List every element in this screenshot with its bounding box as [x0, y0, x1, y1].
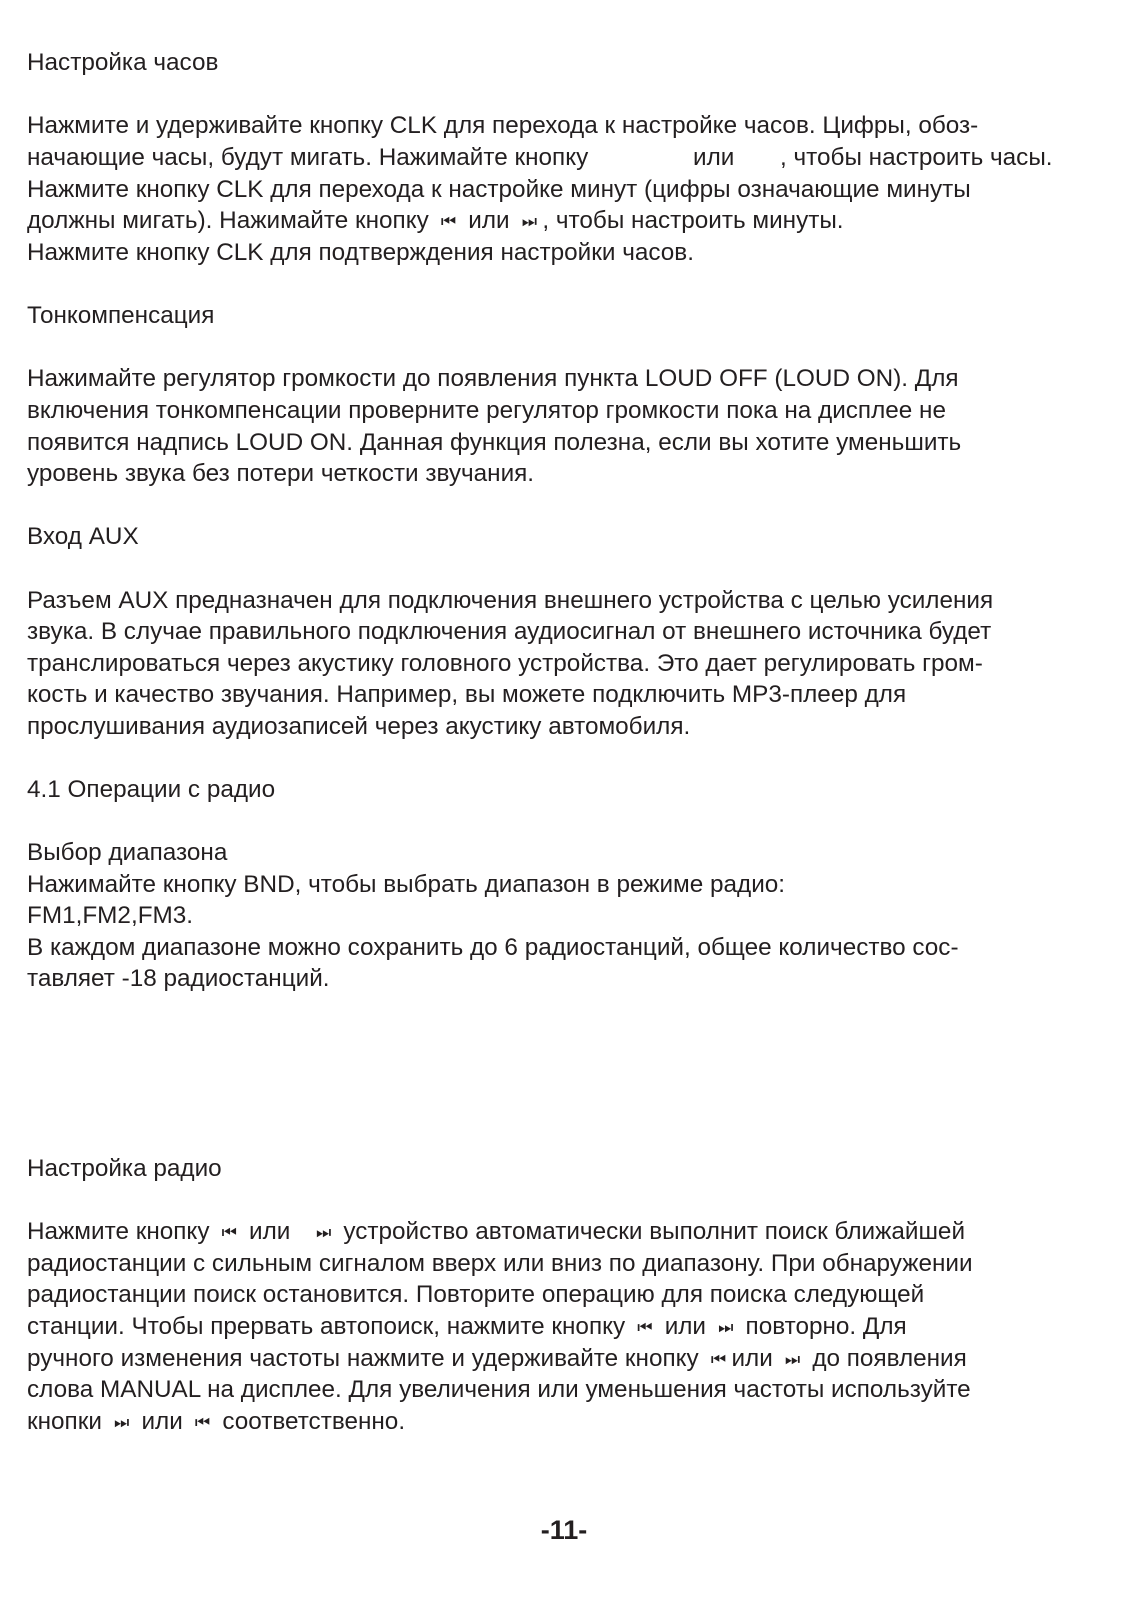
paragraph-line: Нажимайте регулятор громкости до появления пункта LOUD OFF (LOUD ON). Для [27, 365, 959, 392]
paragraph-line: радиостанции поиск остановится. Повторите операцию для поиска следующей [27, 1281, 925, 1308]
paragraph-line: радиостанции с сильным сигналом вверх или вниз по диапазону. При обнаружении [27, 1250, 973, 1277]
paragraph-line: уровень звука без потери четкости звучания. [27, 460, 535, 487]
paragraph-line: кнопки ⏭ или ⏮ соответственно. [27, 1406, 405, 1439]
section-title-clock: Настройка часов [27, 49, 219, 76]
paragraph-line: появится надпись LOUD ON. Данная функция полезна, если вы хотите уменьшить [27, 429, 962, 456]
section-title-radio-operations: 4.1 Операции с радио [27, 776, 276, 803]
next-track-icon: ⏭ [784, 1350, 801, 1369]
prev-track-icon: ⏮ [221, 1223, 237, 1242]
prev-track-icon: ⏮ [194, 1413, 211, 1432]
paragraph-line: Нажмите кнопку CLK для подтверждения настройки часов. [27, 239, 694, 266]
next-track-icon: ⏭ [114, 1413, 130, 1432]
next-track-icon: ⏭ [718, 1318, 734, 1337]
paragraph-line: звука. В случае правильного подключения аудиосигнал от внешнего источника будет [27, 618, 992, 645]
paragraph-line: или [693, 144, 735, 171]
paragraph-line: , чтобы настроить часы. [780, 144, 1053, 171]
paragraph-line: включения тонкомпенсации проверните регулятор громкости пока на дисплее не [27, 397, 946, 424]
section-title-aux: Вход AUX [27, 523, 139, 550]
paragraph-line: Нажимайте кнопку BND, чтобы выбрать диапазон в режиме радио: [27, 871, 786, 898]
paragraph-line: Нажмите кнопку ⏮ или ⏭ устройство автоматически выполнит поиск ближайшей [27, 1216, 965, 1249]
paragraph-line: должны мигать). Нажимайте кнопку ⏮ или ⏭ , чтобы настроить минуты. [27, 205, 844, 238]
next-track-icon: ⏭ [315, 1223, 332, 1242]
paragraph-line: Нажмите и удерживайте кнопку CLK для перехода к настройке часов. Цифры, обоз- [27, 112, 979, 139]
paragraph-line: ручного изменения частоты нажмите и удерживайте кнопку ⏮ или ⏭ до появления [27, 1343, 967, 1376]
section-title-band: Выбор диапазона [27, 839, 228, 866]
paragraph-line: FM1,FM2,FM3. [27, 902, 194, 929]
section-title-loudness: Тонкомпенсация [27, 302, 215, 329]
paragraph-line: В каждом диапазоне можно сохранить до 6 радиостанций, общее количество сос- [27, 934, 959, 961]
paragraph-line: начающие часы, будут мигать. Нажимайте кнопку [27, 144, 589, 171]
paragraph-line: слова MANUAL на дисплее. Для увеличения или уменьшения частоты используйте [27, 1376, 971, 1403]
paragraph-line: транслироваться через акустику головного устройства. Это дает регулировать гром- [27, 650, 983, 677]
next-track-icon: ⏭ [521, 212, 538, 231]
paragraph-line: прослушивания аудиозаписей через акустику автомобиля. [27, 713, 691, 740]
paragraph-line: станции. Чтобы прервать автопоиск, нажмите кнопку ⏮ или ⏭ повторно. Для [27, 1311, 907, 1344]
prev-track-icon: ⏮ [637, 1318, 653, 1337]
paragraph-line: Нажмите кнопку CLK для перехода к настройке минут (цифры означающие минуты [27, 176, 971, 203]
paragraph-line: тавляет -18 радиостанций. [27, 965, 330, 992]
prev-track-icon: ⏮ [710, 1350, 727, 1369]
section-title-radio-tuning: Настройка радио [27, 1155, 222, 1182]
paragraph-line: Разъем AUX предназначен для подключения внешнего устройства с целью усиления [27, 587, 994, 614]
page-number: -11- [540, 1515, 588, 1545]
prev-track-icon: ⏮ [440, 212, 457, 231]
paragraph-line: кость и качество звучания. Например, вы можете подключить MP3-плеер для [27, 681, 907, 708]
